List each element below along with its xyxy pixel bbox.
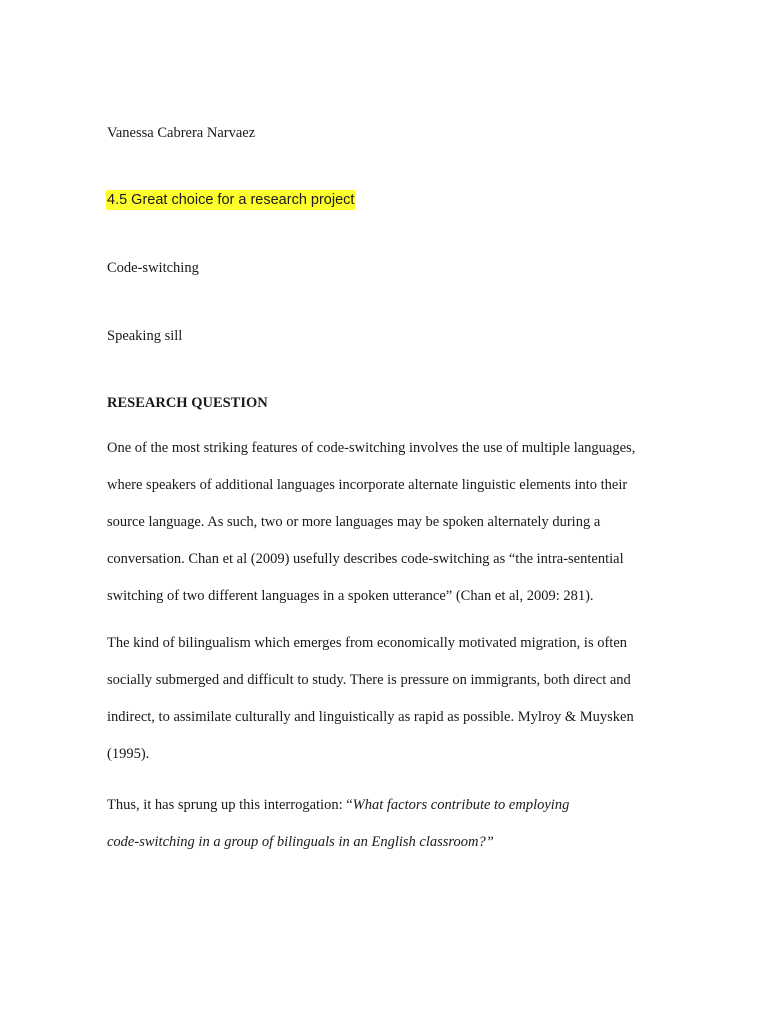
topic-title: Code-switching [107,260,199,276]
subtopic-title: Speaking sill [107,328,183,344]
paragraph-line: conversation. Chan et al (2009) usefully describes code-switching as “the intra-sentential [107,551,624,567]
question-intro: Thus, it has sprung up this interrogation: “ [107,797,353,813]
research-question-part1: What factors contribute to employing [352,797,570,813]
paragraph-line: The kind of bilingualism which emerges from economically motivated migration, is often [107,635,628,651]
paragraph-line: socially submerged and difficult to study. There is pressure on immigrants, both direct and [107,672,631,688]
paragraph-line [107,787,667,824]
paragraph-line: (1995). [107,746,150,762]
paragraph-line: indirect, to assimilate culturally and linguistically as rapid as possible. Mylroy & Muysken [107,709,634,725]
paragraph-line: One of the most striking features of code-switching involves the use of multiple languages, [107,440,636,456]
paragraph-2 [107,625,667,773]
paragraph-line: source language. As such, two or more languages may be spoken alternately during a [107,514,601,530]
paragraph-1 [107,430,667,615]
paragraph-3 [107,787,667,861]
research-question-part2: code-switching in a group of bilinguals in an English classroom?” [107,834,494,850]
section-heading: RESEARCH QUESTION [107,395,268,411]
author-name: Vanessa Cabrera Narvaez [107,125,256,141]
paragraph-line: switching of two different languages in a spoken utterance” (Chan et al, 2009: 281). [107,588,594,604]
highlighted-comment: 4.5 Great choice for a research project [107,192,355,208]
paragraph-line: where speakers of additional languages incorporate alternate linguistic elements into their [107,477,628,493]
